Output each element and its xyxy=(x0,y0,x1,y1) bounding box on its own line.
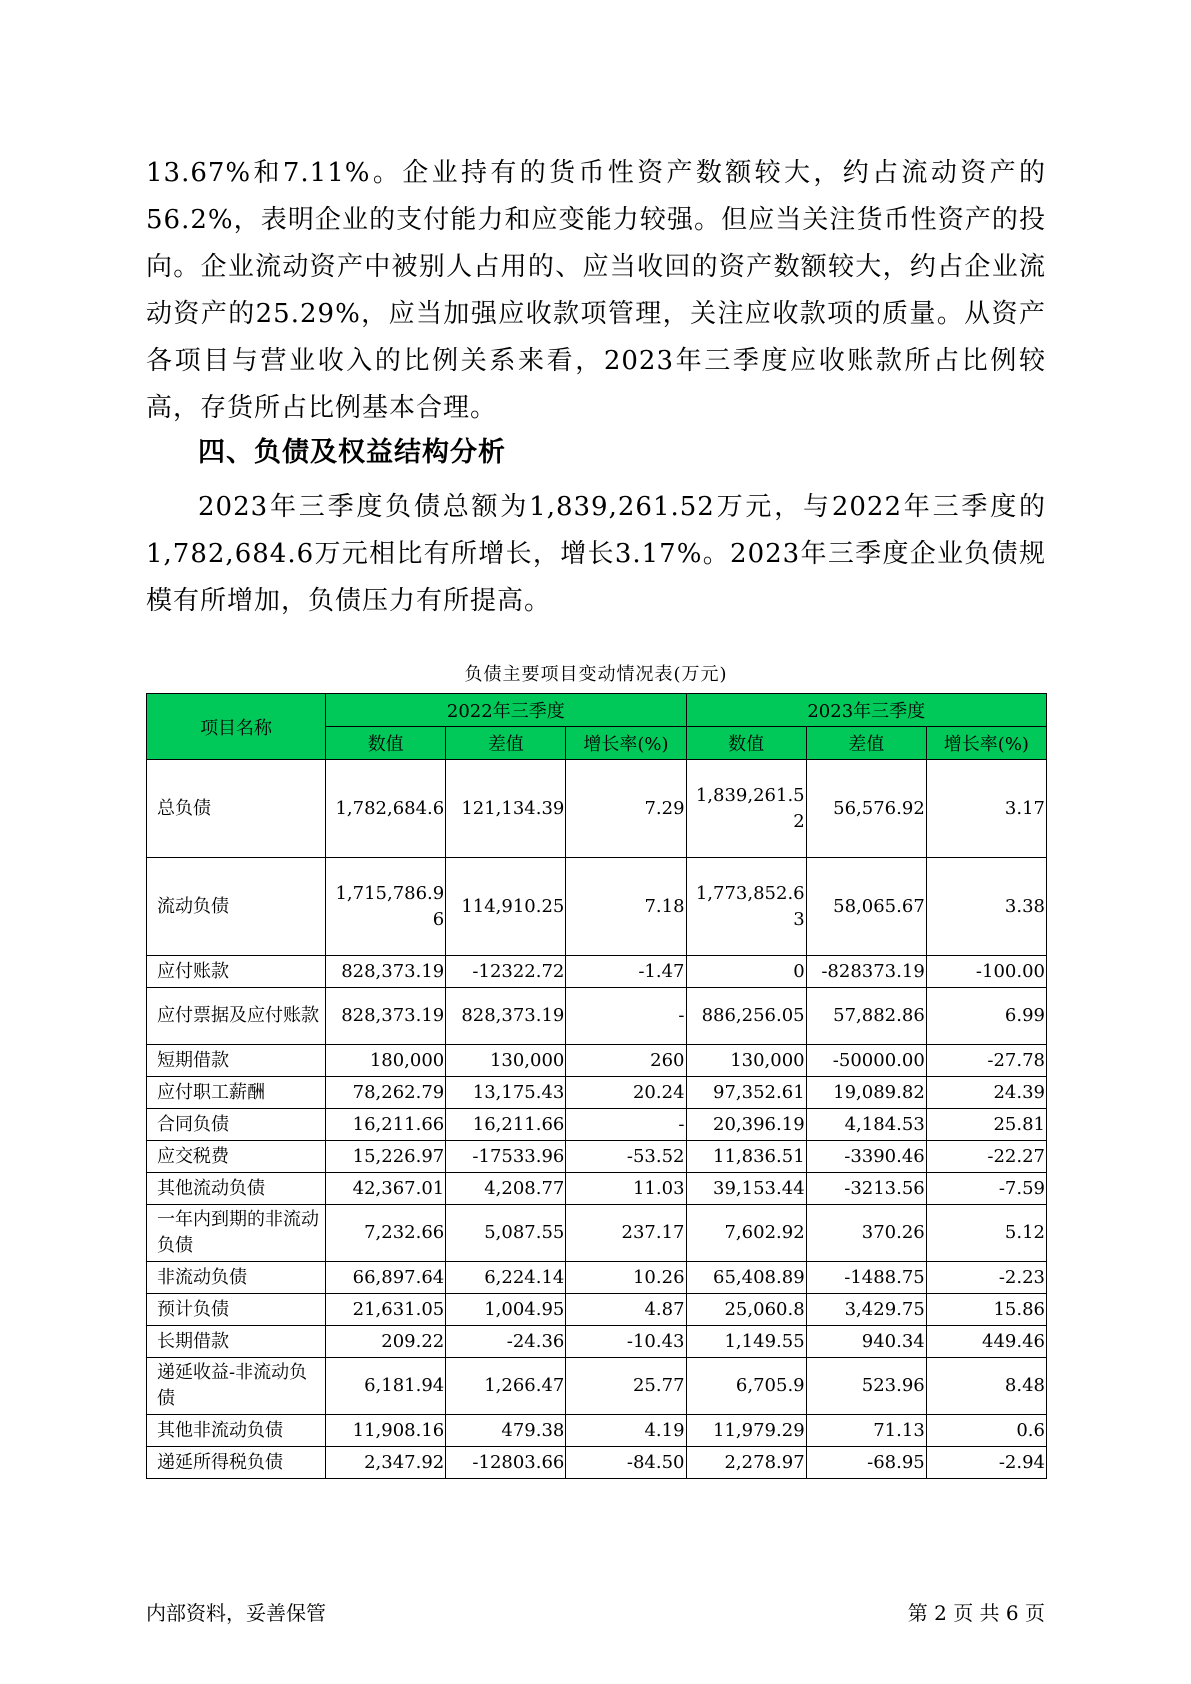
cell-diff-2022: 4,208.77 xyxy=(446,1173,566,1205)
cell-rate-2023: -2.23 xyxy=(926,1262,1046,1294)
col-header-diff-2023: 差值 xyxy=(806,727,926,760)
cell-value-2022: 1,782,684.6 xyxy=(326,760,446,858)
cell-rate-2022: 11.03 xyxy=(566,1173,686,1205)
cell-diff-2023: 57,882.86 xyxy=(806,988,926,1045)
cell-diff-2022: 130,000 xyxy=(446,1045,566,1077)
cell-rate-2023: 24.39 xyxy=(926,1077,1046,1109)
liabilities-table xyxy=(146,693,1047,1479)
section-heading: 四、负债及权益结构分析 xyxy=(198,437,506,468)
cell-rate-2022: -10.43 xyxy=(566,1326,686,1358)
cell-rate-2023: 0.6 xyxy=(926,1415,1046,1447)
cell-value-2023: 39,153.44 xyxy=(686,1173,806,1205)
cell-diff-2022: 6,224.14 xyxy=(446,1262,566,1294)
col-header-rate-2022: 增长率(%) xyxy=(566,727,686,760)
cell-diff-2022: 16,211.66 xyxy=(446,1109,566,1141)
col-header-2023q3: 2023年三季度 xyxy=(686,694,1046,727)
cell-diff-2023: -50000.00 xyxy=(806,1045,926,1077)
cell-value-2023: 11,836.51 xyxy=(686,1141,806,1173)
table-row xyxy=(147,1447,1047,1479)
cell-rate-2022: 260 xyxy=(566,1045,686,1077)
cell-diff-2023: 4,184.53 xyxy=(806,1109,926,1141)
cell-rate-2022: 237.17 xyxy=(566,1205,686,1262)
col-header-value-2022: 数值 xyxy=(326,727,446,760)
cell-rate-2022: 4.19 xyxy=(566,1415,686,1447)
cell-rate-2022: 20.24 xyxy=(566,1077,686,1109)
cell-value-2022: 11,908.16 xyxy=(326,1415,446,1447)
cell-rate-2023: -7.59 xyxy=(926,1173,1046,1205)
cell-diff-2023: 71.13 xyxy=(806,1415,926,1447)
cell-row-name: 合同负债 xyxy=(147,1109,326,1141)
col-header-diff-2022: 差值 xyxy=(446,727,566,760)
analysis-paragraph-assets: 13.67%和7.11%。企业持有的货币性资产数额较大，约占流动资产的56.2%，表明企业的支付能力和应变能力较强。但应当关注货币性资产的投向。企业流动资产中被别人占用的、应当收回的资产数额较大，约占企业流动资产的25.29%，应当加强应收款项管理，关注应收款项的质量。从资产各项目与营业收入的比例关系来看，2023年三季度应收账款所占比例较高，存货所占比例基本合理。 xyxy=(146,158,1046,423)
table-row xyxy=(147,1358,1047,1415)
col-header-2022q3: 2022年三季度 xyxy=(326,694,686,727)
cell-rate-2022: -53.52 xyxy=(566,1141,686,1173)
cell-value-2022: 66,897.64 xyxy=(326,1262,446,1294)
table-header xyxy=(147,694,1047,760)
cell-diff-2022: 13,175.43 xyxy=(446,1077,566,1109)
table-row xyxy=(147,1326,1047,1358)
cell-value-2022: 828,373.19 xyxy=(326,956,446,988)
table-row xyxy=(147,1294,1047,1326)
cell-row-name: 一年内到期的非流动负债 xyxy=(147,1205,326,1262)
cell-rate-2023: 15.86 xyxy=(926,1294,1046,1326)
cell-rate-2023: 3.38 xyxy=(926,858,1046,956)
cell-value-2023: 7,602.92 xyxy=(686,1205,806,1262)
cell-rate-2022: 7.18 xyxy=(566,858,686,956)
cell-value-2023: 130,000 xyxy=(686,1045,806,1077)
cell-value-2023: 0 xyxy=(686,956,806,988)
cell-diff-2023: 58,065.67 xyxy=(806,858,926,956)
cell-value-2023: 20,396.19 xyxy=(686,1109,806,1141)
cell-value-2023: 886,256.05 xyxy=(686,988,806,1045)
cell-diff-2023: 370.26 xyxy=(806,1205,926,1262)
cell-diff-2022: 1,266.47 xyxy=(446,1358,566,1415)
cell-row-name: 其他流动负债 xyxy=(147,1173,326,1205)
table-row xyxy=(147,1045,1047,1077)
table-row xyxy=(147,1205,1047,1262)
cell-value-2022: 828,373.19 xyxy=(326,988,446,1045)
cell-rate-2023: 449.46 xyxy=(926,1326,1046,1358)
cell-diff-2022: 828,373.19 xyxy=(446,988,566,1045)
cell-diff-2023: -3213.56 xyxy=(806,1173,926,1205)
cell-diff-2022: -12322.72 xyxy=(446,956,566,988)
cell-value-2023: 2,278.97 xyxy=(686,1447,806,1479)
cell-value-2022: 180,000 xyxy=(326,1045,446,1077)
cell-rate-2023: 6.99 xyxy=(926,988,1046,1045)
cell-rate-2023: 8.48 xyxy=(926,1358,1046,1415)
cell-row-name: 总负债 xyxy=(147,760,326,858)
cell-diff-2022: -12803.66 xyxy=(446,1447,566,1479)
cell-rate-2022: 4.87 xyxy=(566,1294,686,1326)
cell-row-name: 非流动负债 xyxy=(147,1262,326,1294)
cell-value-2022: 209.22 xyxy=(326,1326,446,1358)
cell-value-2022: 2,347.92 xyxy=(326,1447,446,1479)
cell-value-2023: 11,979.29 xyxy=(686,1415,806,1447)
table-row xyxy=(147,988,1047,1045)
cell-diff-2023: 56,576.92 xyxy=(806,760,926,858)
cell-rate-2023: -22.27 xyxy=(926,1141,1046,1173)
cell-value-2022: 6,181.94 xyxy=(326,1358,446,1415)
cell-row-name: 其他非流动负债 xyxy=(147,1415,326,1447)
cell-rate-2022: 10.26 xyxy=(566,1262,686,1294)
table-row xyxy=(147,1415,1047,1447)
footer-confidential-note: 内部资料，妥善保管 xyxy=(146,1601,326,1625)
cell-diff-2023: 940.34 xyxy=(806,1326,926,1358)
cell-rate-2022: -1.47 xyxy=(566,956,686,988)
cell-value-2023: 6,705.9 xyxy=(686,1358,806,1415)
cell-rate-2023: -2.94 xyxy=(926,1447,1046,1479)
cell-value-2022: 15,226.97 xyxy=(326,1141,446,1173)
cell-value-2022: 78,262.79 xyxy=(326,1077,446,1109)
cell-row-name: 短期借款 xyxy=(147,1045,326,1077)
cell-row-name: 应付职工薪酬 xyxy=(147,1077,326,1109)
table-row xyxy=(147,1077,1047,1109)
cell-value-2022: 7,232.66 xyxy=(326,1205,446,1262)
cell-rate-2023: 5.12 xyxy=(926,1205,1046,1262)
cell-rate-2023: 3.17 xyxy=(926,760,1046,858)
table-row xyxy=(147,956,1047,988)
cell-diff-2022: 1,004.95 xyxy=(446,1294,566,1326)
table-row xyxy=(147,760,1047,858)
cell-value-2023: 65,408.89 xyxy=(686,1262,806,1294)
analysis-paragraph-liabilities: 2023年三季度负债总额为1,839,261.52万元，与2022年三季度的1,782,684.6万元相比有所增长，增长3.17%。2023年三季度企业负债规模有所增加，负债压力有所提高。 xyxy=(146,492,1046,616)
table-row xyxy=(147,1141,1047,1173)
cell-value-2022: 16,211.66 xyxy=(326,1109,446,1141)
cell-row-name: 流动负债 xyxy=(147,858,326,956)
cell-diff-2023: -68.95 xyxy=(806,1447,926,1479)
cell-value-2022: 21,631.05 xyxy=(326,1294,446,1326)
cell-row-name: 应付账款 xyxy=(147,956,326,988)
cell-diff-2023: 3,429.75 xyxy=(806,1294,926,1326)
table-row xyxy=(147,1109,1047,1141)
cell-row-name: 递延收益-非流动负债 xyxy=(147,1358,326,1415)
cell-row-name: 递延所得税负债 xyxy=(147,1447,326,1479)
cell-diff-2022: -24.36 xyxy=(446,1326,566,1358)
cell-diff-2023: 523.96 xyxy=(806,1358,926,1415)
cell-diff-2022: 121,134.39 xyxy=(446,760,566,858)
cell-value-2023: 97,352.61 xyxy=(686,1077,806,1109)
col-header-value-2023: 数值 xyxy=(686,727,806,760)
cell-rate-2023: 25.81 xyxy=(926,1109,1046,1141)
cell-rate-2022: 7.29 xyxy=(566,760,686,858)
footer-page-number: 第 2 页 共 6 页 xyxy=(907,1601,1045,1625)
table-row xyxy=(147,858,1047,956)
cell-rate-2023: -27.78 xyxy=(926,1045,1046,1077)
col-header-item: 项目名称 xyxy=(147,694,326,760)
cell-diff-2023: -828373.19 xyxy=(806,956,926,988)
table-row xyxy=(147,1173,1047,1205)
cell-diff-2023: 19,089.82 xyxy=(806,1077,926,1109)
cell-row-name: 预计负债 xyxy=(147,1294,326,1326)
cell-rate-2023: -100.00 xyxy=(926,956,1046,988)
cell-row-name: 应交税费 xyxy=(147,1141,326,1173)
table-row xyxy=(147,1262,1047,1294)
col-header-rate-2023: 增长率(%) xyxy=(926,727,1046,760)
table-caption: 负债主要项目变动情况表(万元) xyxy=(464,664,728,685)
cell-value-2023: 1,773,852.63 xyxy=(686,858,806,956)
cell-rate-2022: 25.77 xyxy=(566,1358,686,1415)
cell-row-name: 长期借款 xyxy=(147,1326,326,1358)
cell-diff-2023: -1488.75 xyxy=(806,1262,926,1294)
cell-value-2023: 1,149.55 xyxy=(686,1326,806,1358)
cell-row-name: 应付票据及应付账款 xyxy=(147,988,326,1045)
cell-rate-2022: -84.50 xyxy=(566,1447,686,1479)
cell-rate-2022: - xyxy=(566,1109,686,1141)
cell-value-2023: 1,839,261.52 xyxy=(686,760,806,858)
cell-value-2023: 25,060.8 xyxy=(686,1294,806,1326)
cell-value-2022: 42,367.01 xyxy=(326,1173,446,1205)
cell-diff-2022: 5,087.55 xyxy=(446,1205,566,1262)
cell-diff-2022: 114,910.25 xyxy=(446,858,566,956)
cell-diff-2022: 479.38 xyxy=(446,1415,566,1447)
cell-value-2022: 1,715,786.96 xyxy=(326,858,446,956)
cell-diff-2023: -3390.46 xyxy=(806,1141,926,1173)
cell-rate-2022: - xyxy=(566,988,686,1045)
cell-diff-2022: -17533.96 xyxy=(446,1141,566,1173)
table-body xyxy=(147,760,1047,1479)
